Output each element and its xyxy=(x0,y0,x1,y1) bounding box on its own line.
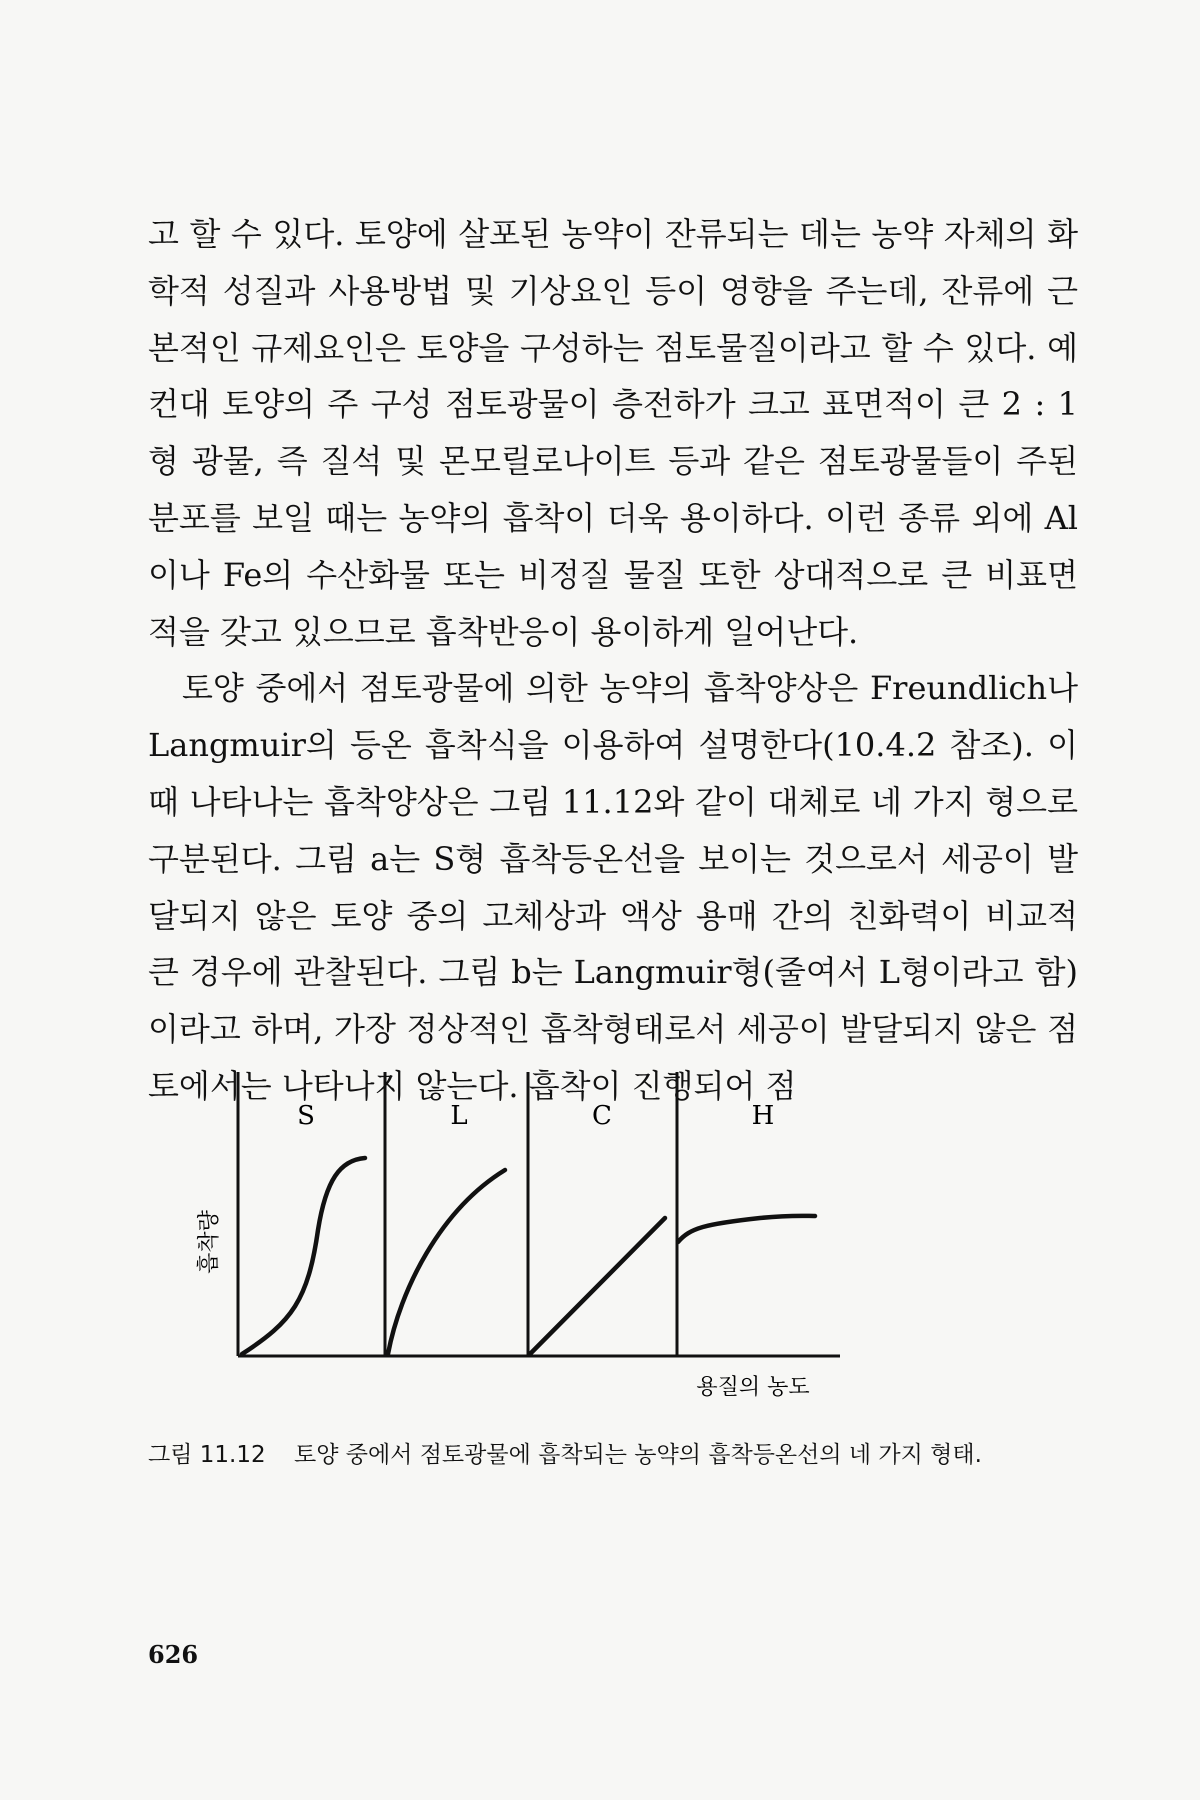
l-type-curve xyxy=(388,1170,505,1354)
c-type-curve xyxy=(530,1218,665,1354)
caption-text: 토양 중에서 점토광물에 흡착되는 농약의 흡착등온선의 네 가지 형태. xyxy=(294,1442,982,1468)
panel-label-l: L xyxy=(450,1101,468,1131)
caption-label: 그림 11.12 xyxy=(148,1442,266,1468)
h-type-curve xyxy=(678,1216,815,1242)
body-text xyxy=(148,206,1078,1115)
panel-label-h: H xyxy=(751,1101,775,1131)
figure-caption xyxy=(148,1435,1048,1475)
isotherm-figure xyxy=(197,1060,980,1420)
paragraph-2: 토양 중에서 점토광물에 의한 농약의 흡착양상은 Freundlich나 Langmuir의 등온 흡착식을 이용하여 설명한다(10.4.2 참조). 이 때 나타나는 흡착양상은 그림 11.12와 같이 대체로 네 가지 형으로 구분된다. 그림 a는 S형 흡착등온선을 보이는 것으로서 세공이 발달되지 않은 토양 중의 고체상과 액상 용매 간의 친화력이 비교적 큰 경우에 관찰된다. 그림 b는 Langmuir형(줄여서 L형이라고 함)이라고 하며, 가장 정상적인 흡착형태로서 세공이 발달되지 않은 점토에서는 나타나지 않는다. 흡착이 진행되어 점 xyxy=(148,669,1078,1105)
paragraph-1: 고 할 수 있다. 토양에 살포된 농약이 잔류되는 데는 농약 자체의 화학적 성질과 사용방법 및 기상요인 등이 영향을 주는데, 잔류에 근본적인 규제요인은 토양을 구성하는 점토물질이라고 할 수 있다. 예컨대 토양의 주 구성 점토광물이 층전하가 크고 표면적이 큰 2 : 1형 광물, 즉 질석 및 몬모릴로나이트 등과 같은 점토광물들이 주된 분포를 보일 때는 농약의 흡착이 더욱 용이하다. 이런 종류 외에 Al이나 Fe의 수산화물 또는 비정질 물질 또한 상대적으로 큰 비표면적을 갖고 있으므로 흡착반응이 용이하게 일어난다. xyxy=(148,215,1078,651)
s-type-curve xyxy=(242,1158,365,1354)
x-axis-label: 용질의 농도 xyxy=(696,1375,810,1400)
y-axis-label: 흡착량 xyxy=(197,1210,222,1274)
isotherm-diagram xyxy=(197,1060,980,1420)
page-number: 626 xyxy=(148,1640,199,1669)
panel-label-c: C xyxy=(592,1101,612,1131)
panel-label-s: S xyxy=(297,1101,315,1131)
